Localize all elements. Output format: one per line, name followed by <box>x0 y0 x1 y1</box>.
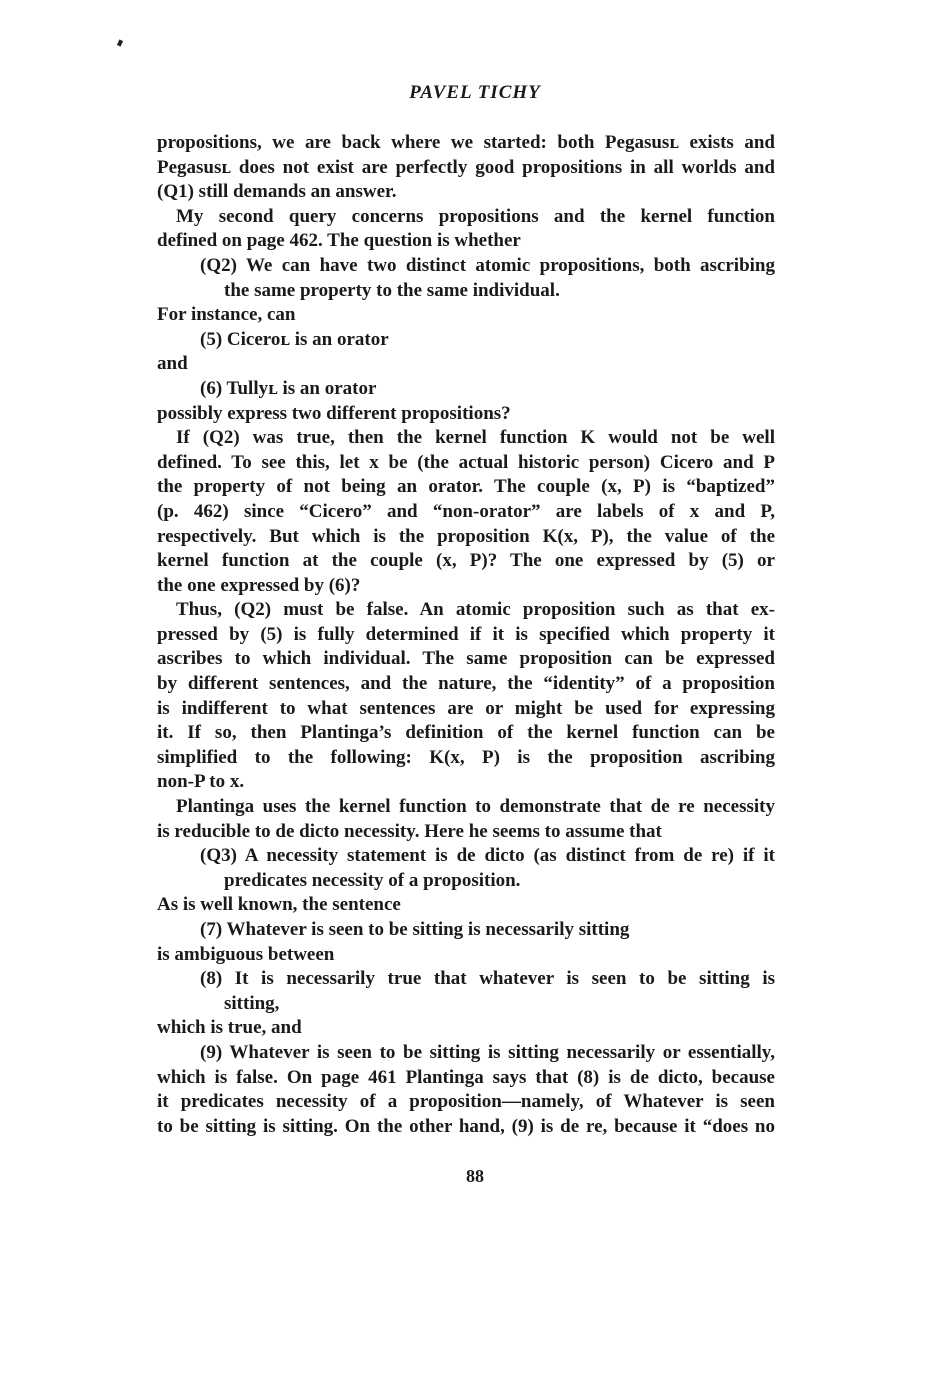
page-number: 88 <box>466 1166 484 1186</box>
text-line: sitting, <box>224 992 280 1014</box>
text-line: by different sentences, and the nature, the “identity” of a proposition <box>157 673 775 695</box>
text-line: it predicates necessity of a proposition—namely, of Whatever is seen <box>157 1091 775 1113</box>
text-line: simplified to the following: K(x, P) is the proposition ascribing <box>157 746 775 768</box>
text-line: (p. 462) since “Cicero” and “non-orator” are labels of x and P, <box>157 500 775 522</box>
text-line: Plantinga uses the kernel function to demonstrate that de re necessity <box>176 796 775 818</box>
text-line: non-P to x. <box>157 771 245 793</box>
text-line: Thus, (Q2) must be false. An atomic proposition such as that ex- <box>176 599 775 621</box>
text-line: As is well known, the sentence <box>157 894 401 916</box>
text-line: predicates necessity of a proposition. <box>224 869 521 891</box>
text-line: Pegasusʟ does not exist are perfectly good propositions in all worlds and <box>157 156 775 178</box>
text-line: (Q2) We can have two distinct atomic propositions, both ascribing <box>200 254 775 276</box>
text-line: (Q1) still demands an answer. <box>157 181 397 203</box>
text-line: (7) Whatever is seen to be sitting is necessarily sitting <box>200 919 630 940</box>
text-line: If (Q2) was true, then the kernel function K would not be well <box>176 427 775 449</box>
text-line: For instance, can <box>157 304 296 326</box>
ink-speck <box>117 39 123 46</box>
text-line: respectively. But which is the proposition K(x, P), the value of the <box>157 525 775 547</box>
text-line: defined on page 462. The question is whether <box>157 230 521 252</box>
text-line: and <box>157 353 188 375</box>
text-line: is indifferent to what sentences are or might be used for expressing <box>157 697 775 719</box>
text-line: it. If so, then Plantinga’s definition of the kernel function can be <box>157 722 775 744</box>
text-line: (9) Whatever is seen to be sitting is sitting necessarily or essentially, <box>200 1041 775 1063</box>
text-line: to be sitting is sitting. On the other hand, (9) is de re, because it “does no <box>157 1115 775 1137</box>
text-line: ascribes to which individual. The same proposition can be expressed <box>157 648 775 670</box>
text-line: is reducible to de dicto necessity. Here he seems to assume that <box>157 820 662 842</box>
text-line: My second query concerns propositions and the kernel function <box>176 205 775 227</box>
text-line: (Q3) A necessity statement is de dicto (as distinct from de re) if it <box>200 845 775 867</box>
text-line: defined. To see this, let x be (the actual historic person) Cicero and P <box>157 451 775 473</box>
text-line: (8) It is necessarily true that whatever is seen to be sitting is <box>200 968 775 990</box>
text-line: the one expressed by (6)? <box>157 574 361 596</box>
text-line: the property of not being an orator. The couple (x, P) is “baptized” <box>157 476 775 498</box>
text-line: the same property to the same individual. <box>224 279 560 301</box>
text-line: which is false. On page 461 Plantinga says that (8) is de dicto, because <box>157 1066 775 1088</box>
text-line: (6) Tullyʟ is an orator <box>200 377 377 399</box>
text-line: is ambiguous between <box>157 943 335 965</box>
running-head: PAVEL TICHY <box>409 82 541 103</box>
text-line: propositions, we are back where we started: both Pegasusʟ exists and <box>157 132 775 153</box>
text-line: pressed by (5) is fully determined if it is specified which property it <box>157 623 775 645</box>
body-text <box>157 131 775 1139</box>
text-line: possibly express two different propositions? <box>157 402 511 424</box>
text-line: which is true, and <box>157 1017 302 1039</box>
text-line: (5) Ciceroʟ is an orator <box>200 328 389 350</box>
text-line: kernel function at the couple (x, P)? The one expressed by (5) or <box>157 550 775 572</box>
